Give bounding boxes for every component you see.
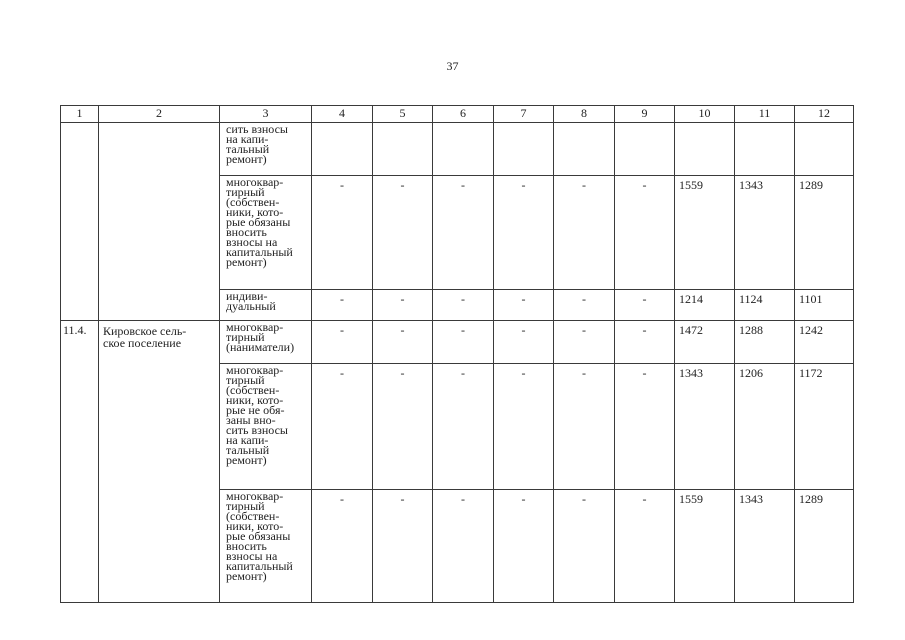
- dash-cell: -: [554, 364, 615, 490]
- header-cell: 7: [494, 106, 554, 123]
- header-cell: 2: [99, 106, 220, 123]
- dash-cell: -: [312, 321, 373, 364]
- value-cell-12: 1289: [795, 490, 854, 603]
- value-cell-10: 1559: [675, 490, 735, 603]
- header-cell: 11: [735, 106, 795, 123]
- header-cell: 4: [312, 106, 373, 123]
- value-cell: [795, 123, 854, 176]
- dash-cell: -: [373, 364, 433, 490]
- value-cell: [433, 123, 494, 176]
- settlement-cell: Кировское сель- ское поселение: [99, 321, 220, 603]
- row-number-cell: [61, 123, 99, 321]
- dash-cell: -: [312, 290, 373, 321]
- table-row: [61, 321, 854, 364]
- value-cell: [373, 123, 433, 176]
- header-cell: 10: [675, 106, 735, 123]
- table-row: [61, 123, 854, 176]
- dash-cell: -: [554, 490, 615, 603]
- dash-cell: -: [433, 176, 494, 290]
- value-cell-11: 1288: [735, 321, 795, 364]
- dash-cell: -: [373, 176, 433, 290]
- header-cell: 3: [220, 106, 312, 123]
- value-cell-11: 1124: [735, 290, 795, 321]
- dash-cell: -: [373, 321, 433, 364]
- value-cell: [675, 123, 735, 176]
- dash-cell: -: [312, 364, 373, 490]
- value-cell-12: 1242: [795, 321, 854, 364]
- value-cell-12: 1289: [795, 176, 854, 290]
- row-number-cell: 11.4.: [61, 321, 99, 603]
- header-cell: 8: [554, 106, 615, 123]
- dash-cell: -: [615, 176, 675, 290]
- value-cell: [494, 123, 554, 176]
- housing-type-cell: многоквар- тирный (собствен- ники, кото- рые обязаны вносить взносы на капитальный ремонт): [220, 176, 312, 290]
- dash-cell: -: [433, 364, 494, 490]
- dash-cell: -: [554, 176, 615, 290]
- value-cell-12: 1101: [795, 290, 854, 321]
- header-cell: 5: [373, 106, 433, 123]
- dash-cell: -: [433, 321, 494, 364]
- page-number: 37: [446, 59, 459, 73]
- dash-cell: -: [494, 490, 554, 603]
- value-cell: [615, 123, 675, 176]
- dash-cell: -: [373, 290, 433, 321]
- housing-type-cell: многоквар- тирный (собствен- ники, кото- рые не обя- заны вно- сить взносы на капи- тальный ремонт): [220, 364, 312, 490]
- housing-type-cell: многоквар- тирный (наниматели): [220, 321, 312, 364]
- value-cell-10: 1343: [675, 364, 735, 490]
- value-cell-11: 1343: [735, 490, 795, 603]
- value-cell: [312, 123, 373, 176]
- dash-cell: -: [494, 176, 554, 290]
- dash-cell: -: [554, 290, 615, 321]
- header-cell: 9: [615, 106, 675, 123]
- dash-cell: -: [373, 490, 433, 603]
- header-cell: 12: [795, 106, 854, 123]
- value-cell-10: 1214: [675, 290, 735, 321]
- housing-type-cell: индиви- дуальный: [220, 290, 312, 321]
- value-cell-11: 1343: [735, 176, 795, 290]
- dash-cell: -: [554, 321, 615, 364]
- value-cell: [735, 123, 795, 176]
- value-cell-12: 1172: [795, 364, 854, 490]
- settlement-cell: [99, 123, 220, 321]
- header-row: [61, 106, 854, 123]
- header-cell: 6: [433, 106, 494, 123]
- header-cell: 1: [61, 106, 99, 123]
- dash-cell: -: [433, 490, 494, 603]
- value-cell-10: 1472: [675, 321, 735, 364]
- dash-cell: -: [312, 176, 373, 290]
- dash-cell: -: [615, 321, 675, 364]
- housing-type-cell: сить взносы на капи- тальный ремонт): [220, 123, 312, 176]
- tariff-table: [60, 105, 854, 603]
- dash-cell: -: [433, 290, 494, 321]
- housing-type-cell: многоквар- тирный (собствен- ники, кото- рые обязаны вносить взносы на капитальный ремонт): [220, 490, 312, 603]
- value-cell: [554, 123, 615, 176]
- dash-cell: -: [615, 490, 675, 603]
- dash-cell: -: [494, 364, 554, 490]
- dash-cell: -: [615, 290, 675, 321]
- dash-cell: -: [494, 321, 554, 364]
- dash-cell: -: [494, 290, 554, 321]
- dash-cell: -: [615, 364, 675, 490]
- value-cell-11: 1206: [735, 364, 795, 490]
- dash-cell: -: [312, 490, 373, 603]
- value-cell-10: 1559: [675, 176, 735, 290]
